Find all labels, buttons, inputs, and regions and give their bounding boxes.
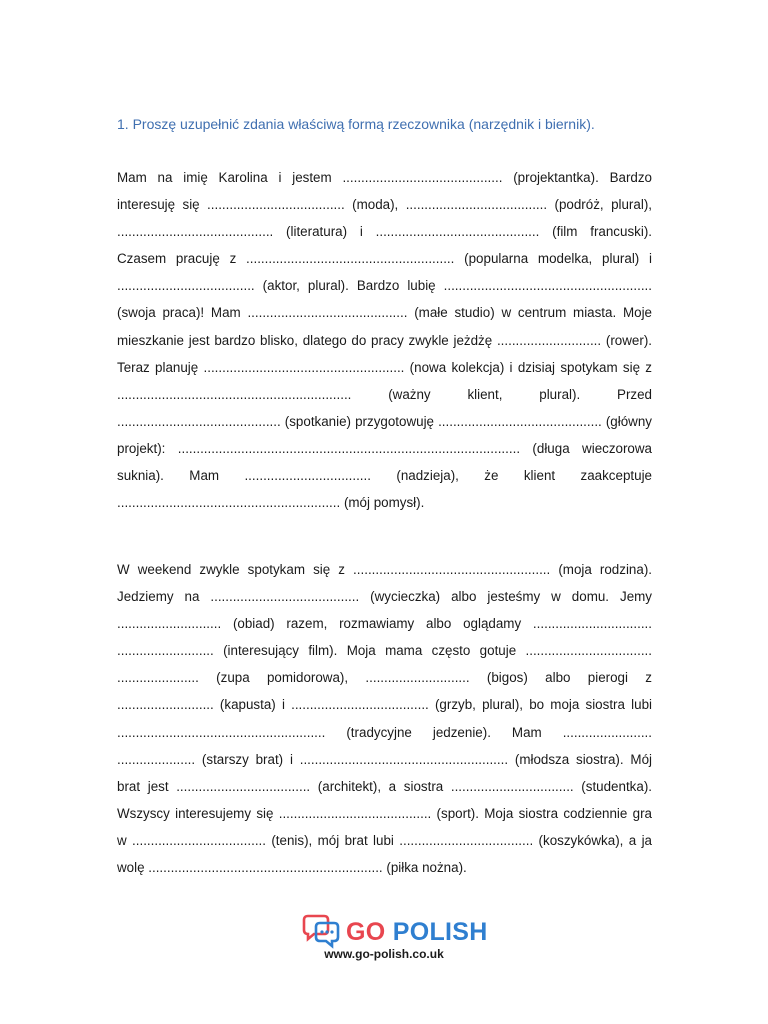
logo-go-text: GO	[346, 917, 386, 946]
logo-wordmark	[346, 918, 488, 947]
speech-bubbles-icon	[300, 914, 340, 950]
go-polish-logo	[300, 912, 488, 952]
logo-polish-text: POLISH	[392, 917, 488, 946]
exercise-paragraph-1: Mam na imię Karolina i jestem ........................................... (projektantka). Bardzo interesuję się ..................................... (moda), ...................................... (podróż, plural), .......................................... (literatura) i ............................................ (film francuski). Czasem pracuję z ........................................................ (popularna modelka, plural) i ..................................... (aktor, plural). Bardzo lubię ........................................................ (swoja praca)! Mam ........................................... (małe studio) w centrum miasta. Moje mieszkanie jest bardzo blisko, dlatego do pracy zwykle jeżdżę ............................ (rower). Teraz planuję ...................................................... (nowa kolekcja) i dzisiaj spotykam się z ............................................................... (ważny klient, plural). Przed ............................................ (spotkanie) przygotowuję ............................................ (główny projekt): ............................................................................................ (długa wieczorowa suknia). Mam .................................. (nadzieja), że klient zaakceptuje ............................................................ (mój pomysł).	[117, 170, 652, 511]
website-url: www.go-polish.co.uk	[324, 947, 444, 961]
exercise-paragraph-2: W weekend zwykle spotykam się z ..................................................... (moja rodzina). Jedziemy na ........................................ (wycieczka) albo jesteśmy w domu. Jemy ............................ (obiad) razem, rozmawiamy albo oglądamy ................................ .......................... (interesujący film). Moja mama często gotuje .................................. ...................... (zupa pomidorowa), ............................ (bigos) albo pierogi z .......................... (kapusta) i ..................................... (grzyb, plural), bo moja siostra lubi ........................................................ (tradycyjne jedzenie). Mam ........................ ..................... (starszy brat) i ........................................................ (młodsza siostra). Mój brat jest .................................... (architekt), a siostra ................................. (studentka). Wszyscy interesujemy się ......................................... (sport). Moja siostra codziennie gra w .................................... (tenis), mój brat lubi .................................... (koszykówka), a ja wolę ............................................................... (piłka nożna).	[117, 562, 652, 876]
exercise-heading: 1. Proszę uzupełnić zdania właściwą formą rzeczownika (narzędnik i biernik).	[117, 116, 595, 132]
